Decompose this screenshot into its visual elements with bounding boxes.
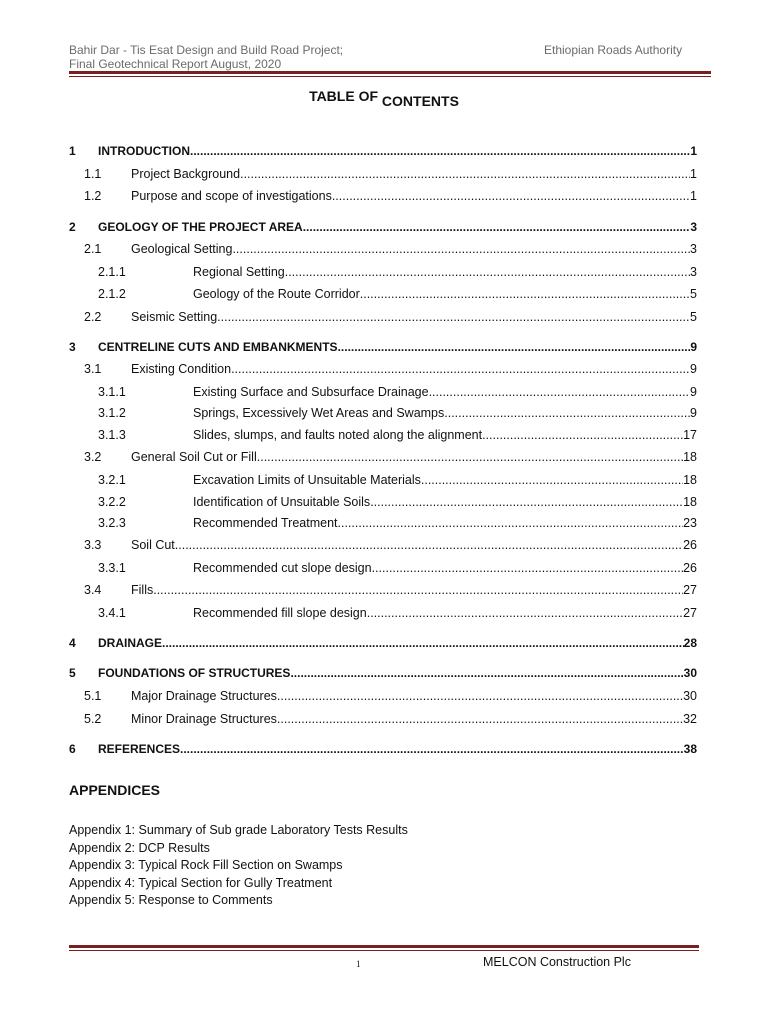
toc-entry-page: 5 [690,310,697,324]
toc-entry-page: 3 [690,220,697,234]
toc-entry-title[interactable]: GEOLOGY OF THE PROJECT AREA [98,220,303,234]
toc-entry-number: 5.1 [84,689,102,703]
toc-entry-line [131,361,697,377]
toc-entry-number: 2.1 [84,242,102,256]
toc-entry-number: 2.1.2 [98,287,126,301]
footer-company: MELCON Construction Plc [483,955,631,969]
toc-entry-title[interactable]: Recommended Treatment [193,516,338,530]
appendix-item[interactable]: Appendix 2: DCP Results [69,840,210,855]
toc-entry-line [193,515,697,531]
toc-entry-line [131,449,697,465]
toc-entry-title[interactable]: Seismic Setting [131,310,218,324]
toc-entry-title[interactable]: Recommended cut slope design [193,561,372,575]
toc-entry[interactable] [0,582,768,598]
toc-entry[interactable] [0,241,768,257]
toc-entry-line [131,241,697,257]
appendix-item[interactable]: Appendix 1: Summary of Sub grade Laboratory Tests Results [69,823,408,837]
page-number: 1 [356,959,361,969]
toc-entry-line [193,472,697,488]
toc-entry-page: 32 [683,712,697,726]
toc-entry-page: 1 [690,189,697,203]
toc-entry[interactable] [0,537,768,553]
header-rule-thin [69,76,711,77]
header-project-line2: Final Geotechnical Report August, 2020 [69,57,282,71]
toc-entry-title[interactable]: Existing Condition [131,362,232,376]
footer-rule-thin [69,950,699,951]
toc-entry[interactable] [0,384,768,400]
toc-entry-number: 3.3.1 [98,561,126,575]
toc-entry-page: 26 [683,561,697,575]
toc-entry-number: 2.1.1 [98,265,126,279]
toc-dot-leader [482,427,683,443]
toc-entry-page: 18 [683,450,697,464]
page-title [0,88,768,109]
toc-entry-page: 9 [690,340,697,354]
toc-entry-line [193,384,697,400]
toc-dot-leader [360,286,690,302]
toc-entry-title[interactable]: CENTRELINE CUTS AND EMBANKMENTS [98,340,338,354]
toc-entry-number: 3.3 [84,538,102,552]
toc-entry-title[interactable]: Excavation Limits of Unsuitable Materials [193,473,421,487]
toc-entry-number: 5 [69,666,76,680]
toc-entry-number: 2 [69,220,76,234]
toc-entry-line [131,688,697,704]
toc-entry-title[interactable]: General Soil Cut or Fill [131,450,257,464]
toc-entry-title[interactable]: Regional Setting [193,265,285,279]
toc-entry[interactable] [0,286,768,302]
toc-entry[interactable] [0,560,768,576]
toc-entry[interactable] [0,711,768,727]
toc-entry-page: 27 [683,606,697,620]
toc-entry[interactable] [0,188,768,204]
toc-entry-title[interactable]: Existing Surface and Subsurface Drainage [193,385,429,399]
toc-entry-page: 38 [683,742,697,756]
toc-dot-leader [429,384,690,400]
toc-entry-line [98,665,697,681]
toc-dot-leader [240,166,690,182]
toc-entry[interactable] [0,665,768,681]
toc-entry-number: 2.2 [84,310,102,324]
toc-entry-number: 3.2.2 [98,495,126,509]
toc-entry-page: 3 [690,242,697,256]
toc-entry-line [193,494,697,510]
toc-entry[interactable] [0,264,768,280]
toc-entry-number: 3.4.1 [98,606,126,620]
toc-entry-title[interactable]: Geology of the Route Corridor [193,287,360,301]
toc-entry[interactable] [0,635,768,651]
toc-entry-number: 3.2.1 [98,473,126,487]
toc-entry-page: 23 [683,516,697,530]
header-rule-thick [69,71,711,74]
toc-entry-title[interactable]: Fills [131,583,154,597]
toc-entry-title[interactable]: FOUNDATIONS OF STRUCTURES [98,666,291,680]
toc-entry[interactable] [0,405,768,421]
toc-entry-line [193,286,697,302]
toc-entry-title[interactable]: Purpose and scope of investigations [131,189,332,203]
header-project-line1: Bahir Dar - Tis Esat Design and Build Road Project; [69,43,344,57]
toc-entry[interactable] [0,427,768,443]
toc-entry-line [98,635,697,651]
toc-entry-number: 3.1.2 [98,406,126,420]
toc-entry-number: 5.2 [84,712,102,726]
page-title-word1: TABLE OF [309,88,379,104]
toc-entry-page: 9 [690,406,697,420]
toc-dot-leader [421,472,683,488]
toc-entry-line [131,309,697,325]
toc-entry-number: 3 [69,340,76,354]
toc-dot-leader [162,635,684,651]
toc-dot-leader [285,264,690,280]
toc-entry-title[interactable]: DRAINAGE [98,636,163,650]
toc-entry[interactable] [0,494,768,510]
toc-dot-leader [257,449,683,465]
toc-entry-number: 6 [69,742,76,756]
toc-entry-line [98,143,697,159]
toc-entry-title[interactable]: REFERENCES [98,742,181,756]
toc-entry-line [193,405,697,421]
toc-entry-title[interactable]: Soil Cut [131,538,175,552]
toc-entry-title[interactable]: Minor Drainage Structures [131,712,277,726]
toc-entry-number: 3.2.3 [98,516,126,530]
appendix-item[interactable]: Appendix 5: Response to Comments [69,893,273,908]
toc-dot-leader [277,711,683,727]
toc-entry-line [193,264,697,280]
toc-entry-line [193,560,697,576]
toc-entry-page: 18 [683,495,697,509]
toc-dot-leader [332,188,690,204]
toc-entry[interactable] [0,166,768,182]
appendices-heading: APPENDICES [69,782,161,798]
toc-entry[interactable] [0,472,768,488]
toc-entry-line [131,166,697,182]
toc-entry[interactable] [0,688,768,704]
footer-rule-thick [69,945,699,948]
toc-entry-number: 3.2 [84,450,102,464]
toc-entry-title[interactable]: Slides, slumps, and faults noted along the alignment [193,428,483,442]
toc-entry-line [98,339,697,355]
toc-entry[interactable] [0,515,768,531]
toc-entry-number: 3.4 [84,583,102,597]
toc-entry[interactable] [0,741,768,757]
toc-dot-leader [444,405,690,421]
toc-entry-number: 3.1 [84,362,102,376]
toc-entry-title[interactable]: Springs, Excessively Wet Areas and Swamps [193,406,445,420]
toc-entry[interactable] [0,309,768,325]
toc-entry-page: 26 [683,538,697,552]
toc-dot-leader [290,665,683,681]
toc-entry-line [131,537,697,553]
toc-entry-page: 30 [683,666,697,680]
appendix-item[interactable]: Appendix 3: Typical Rock Fill Section on Swamps [69,858,343,873]
toc-entry[interactable] [0,605,768,621]
toc-dot-leader [370,494,683,510]
toc-entry-page: 30 [683,689,697,703]
toc-entry-page: 1 [690,144,697,158]
toc-dot-leader [231,361,690,377]
appendix-item[interactable]: Appendix 4: Typical Section for Gully Treatment [69,875,333,890]
page-title-word2: CONTENTS [381,93,459,109]
toc-dot-leader [367,605,683,621]
toc-entry-line [193,605,697,621]
toc-entry-title[interactable]: Geological Setting [131,242,233,256]
toc-entry-number: 3.1.1 [98,385,126,399]
toc-entry-line [131,188,697,204]
toc-dot-leader [180,741,684,757]
toc-entry-line [98,219,697,235]
toc-dot-leader [175,537,683,553]
toc-dot-leader [190,143,690,159]
toc-dot-leader [153,582,683,598]
toc-entry-page: 1 [690,167,697,181]
toc-entry-title[interactable]: Recommended fill slope design [193,606,367,620]
toc-entry-page: 9 [690,362,697,376]
toc-dot-leader [338,515,684,531]
toc-dot-leader [338,339,691,355]
toc-dot-leader [217,309,690,325]
toc-entry-title[interactable]: Project Background [131,167,241,181]
toc-entry-number: 1.1 [84,167,102,181]
toc-entry[interactable] [0,219,768,235]
toc-entry-title[interactable]: Identification of Unsuitable Soils [193,495,371,509]
toc-entry-page: 5 [690,287,697,301]
toc-entry-line [131,711,697,727]
toc-entry-page: 17 [683,428,697,442]
toc-entry-page: 27 [683,583,697,597]
toc-entry[interactable] [0,361,768,377]
toc-entry[interactable] [0,143,768,159]
toc-dot-leader [277,688,683,704]
toc-entry-line [193,427,697,443]
toc-entry-title[interactable]: Major Drainage Structures [131,689,277,703]
toc-entry-number: 4 [69,636,76,650]
toc-entry-page: 18 [683,473,697,487]
toc-dot-leader [303,219,691,235]
toc-entry-number: 1 [69,144,76,158]
appendices-list [69,822,408,910]
toc-dot-leader [232,241,690,257]
toc-entry-page: 9 [690,385,697,399]
header-project [69,43,343,71]
toc-entry-line [131,582,697,598]
toc-entry-number: 3.1.3 [98,428,126,442]
toc-entry[interactable] [0,339,768,355]
toc-entry-number: 1.2 [84,189,102,203]
toc-entry-line [98,741,697,757]
toc-entry[interactable] [0,449,768,465]
header-authority: Ethiopian Roads Authority [544,43,683,57]
toc-entry-page: 3 [690,265,697,279]
toc-entry-page: 28 [683,636,697,650]
toc-entry-title[interactable]: INTRODUCTION [98,144,190,158]
toc-dot-leader [372,560,684,576]
